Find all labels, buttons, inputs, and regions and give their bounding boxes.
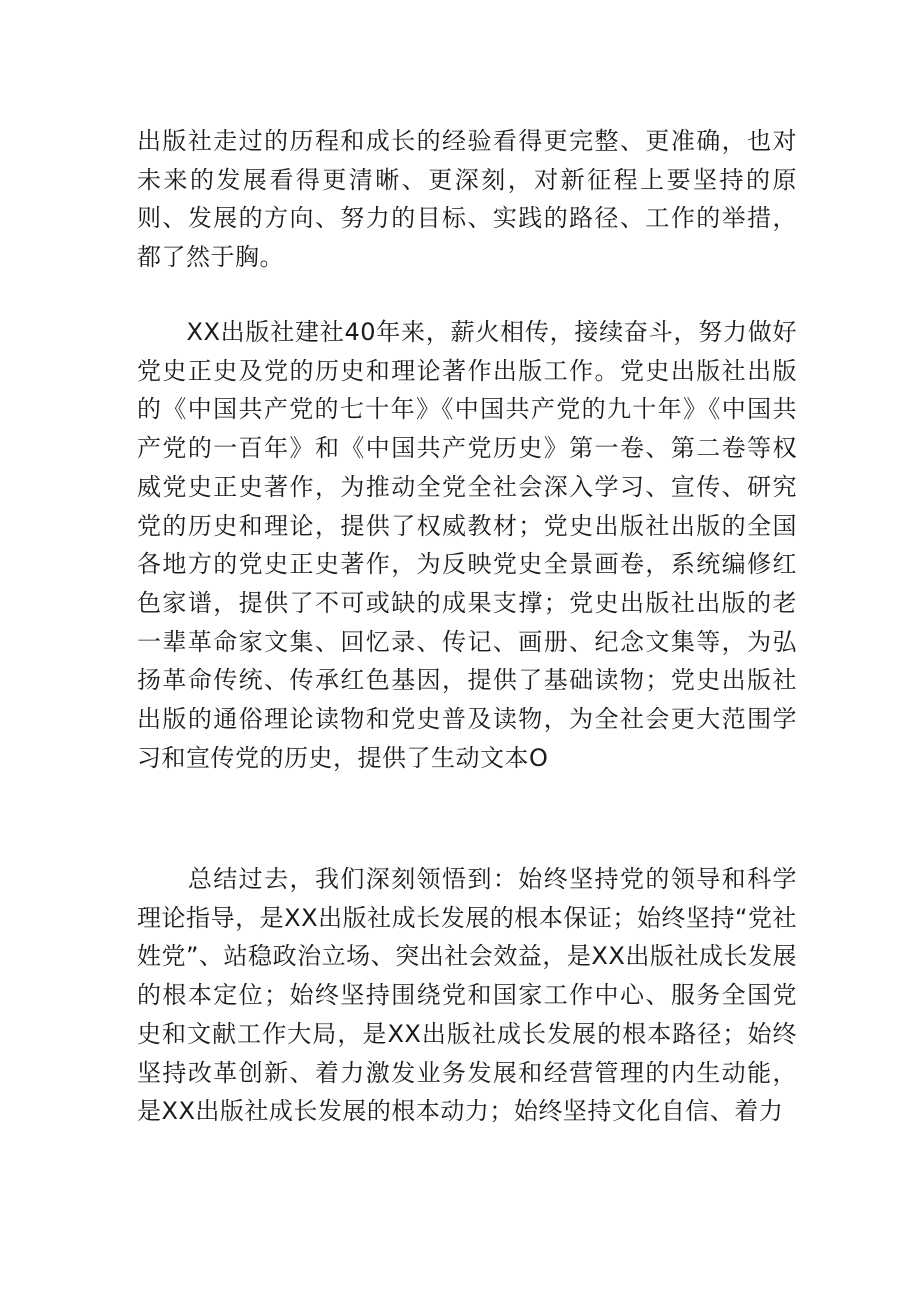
paragraph-1: 出版社走过的历程和成长的经验看得更完整、更准确，也对未来的发展看得更清晰、更深刻，对新征程上要坚持的原则、发展的方向、努力的目标、实践的路径、工作的举措，都了然于胸。 <box>137 127 797 272</box>
paragraph-3: 总结过去，我们深刻领悟到：始终坚持党的领导和科学理论指导，是XX出版社成长发展的根本保证；始终坚持“党社姓党”、站稳政治立场、突出社会效益，是XX出版社成长发展的根本定位；始终坚持围绕党和国家工作中心、服务全国党史和文献工作大局，是XX出版社成长发展的根本路径；始终坚持改革创新、着力激发业务发展和经营管理的内生动能，是XX出版社成长发展的根本动力；始终坚持文化自信、着力 <box>137 865 797 1126</box>
paragraph-2: XX出版社建社40年来，薪火相传，接续奋斗，努力做好党史正史及党的历史和理论著作出版工作。党史出版社出版的《中国共产党的七十年》《中国共产党的九十年》《中国共产党的一百年》和《中国共产党历史》第一卷、第二卷等权威党史正史著作，为推动全党全社会深入学习、宣传、研究党的历史和理论，提供了权威教材；党史出版社出版的全国各地方的党史正史著作，为反映党史全景画卷，系统编修红色家谱，提供了不可或缺的成果支撑；党史出版社出版的老一辈革命家文集、回忆录、传记、画册、纪念文集等，为弘扬革命传统、传承红色基因，提供了基础读物；党史出版社出版的通俗理论读物和党史普及读物，为全社会更大范围学习和宣传党的历史，提供了生动文本O <box>137 318 797 772</box>
